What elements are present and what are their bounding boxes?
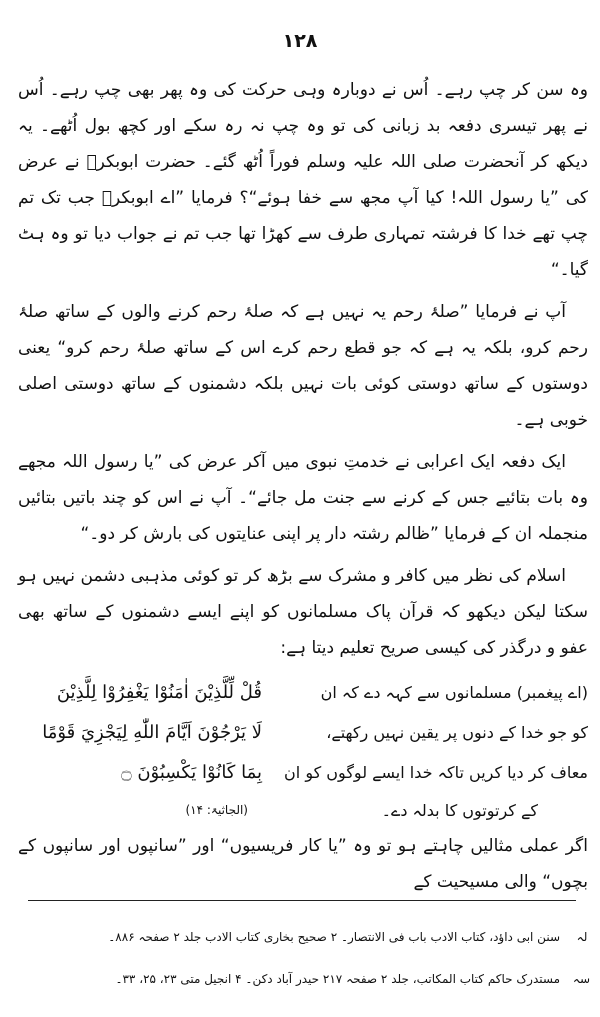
footnote-text: سنن ابی داؤد، کتاب الادب باب فی الانتصار۔ ۲ صحیح بخاری کتاب الادب جلد ۲ صفحہ ۸۸۶۔ <box>108 930 560 944</box>
verse-translation-tail: کے کرتوتوں کا بدلہ دے۔ <box>381 800 538 820</box>
paragraph-2 <box>18 294 588 438</box>
page-number: ۱۲۸ <box>282 30 318 52</box>
verse-arabic: بِمَا كَانُوْا يَكْسِبُوْنَ ۝ <box>121 761 262 783</box>
paragraph-3 <box>18 444 588 552</box>
verse-arabic: لَا يَرْجُوْنَ اَيَّامَ اللّٰهِ لِيَجْزِيَ قَوْمًا <box>42 721 262 743</box>
footnote <box>70 958 590 1000</box>
text-line: کیا آپ مجھ سے خفا ہوئے“؟ فرمایا ”اے ابوبکرؓ جب تک تم چپ تھے خدا کا فرشتہ تمہاری طرف سے کھڑا تھا <box>18 188 588 244</box>
footnote <box>70 916 590 958</box>
quran-verse-block <box>18 672 588 828</box>
footnotes <box>70 916 590 1000</box>
footnote-text: مستدرک حاکم کتاب المکاتب، جلد ۲ صفحہ ۲۱۷ حیدر آباد دکن۔ ۴ انجیل متی ۲۳، ۲۵، ۳۳۔ <box>115 972 560 986</box>
text-line: کر دو۔“ <box>80 524 138 544</box>
text-line: کرے اس کے ساتھ صلۂ رحم کرو“ یعنی دوستوں کے ساتھ دوستی کوئی بات نہیں بلکہ دشمنوں کے ساتھ دوستی <box>18 338 588 394</box>
text-line: سے جنت مل جائے“۔ آپ نے اس کو چند باتیں بتائیں منجملہ ان کے فرمایا ”ظالم رشتہ دار پر اپنی عنایتوں کی بارش <box>18 488 588 544</box>
verse-row <box>18 752 588 792</box>
text-line: ایک دفعہ ایک اعرابی نے خدمتِ نبوی میں آکر عرض کی ”یا رسول اللہ مجھے وہ بات بتائیے جس کے کرنے <box>18 452 589 508</box>
paragraph-4 <box>18 558 588 666</box>
verse-reference-row <box>18 792 588 828</box>
text-line: اصلی خوبی ہے۔ <box>18 374 588 430</box>
verse-translation: (اے پیغمبر) مسلمانوں سے کہہ دے کہ ان <box>320 682 588 702</box>
footnote-marker: سہ <box>572 972 590 986</box>
paragraph-5 <box>18 828 588 900</box>
paragraph-1 <box>18 72 588 288</box>
verse-row <box>18 672 588 712</box>
footnote-marker: لہ <box>576 930 588 944</box>
text-line: آپ نے فرمایا ”صلۂ رحم یہ نہیں ہے کہ صلۂ رحم کرنے والوں کے ساتھ صلۂ رحم کرو، بلکہ یہ ہے کہ جو قطع رحم <box>18 302 588 358</box>
verse-reference: (الجاثیۃ: ۱۴) <box>185 803 248 817</box>
verse-translation: معاف کر دیا کریں تاکہ خدا ایسے لوگوں کو ان <box>284 762 588 782</box>
verse-arabic: قُلْ لِّلَّذِيْنَ اٰمَنُوْا يَغْفِرُوْا لِلَّذِيْنَ <box>56 681 262 703</box>
body-text <box>18 72 588 906</box>
text-line: اسلام کی نظر میں کافر و مشرک سے بڑھ کر تو کوئی مذہبی دشمن نہیں ہو سکتا لیکن دیکھو کہ قرآن پاک مسلمانوں <box>18 566 588 622</box>
verse-row <box>18 712 588 752</box>
text-line: نہ رہ سکے اور کچھ بول اُٹھے۔ یہ دیکھ کر آنحضرت صلی اللہ علیہ وسلم فوراً اُٹھ گئے۔ حضرت ابوبکرؓ نے عرض کی ”یا رسول اللہ! <box>18 116 588 208</box>
text-line: وہ سن کر چپ رہے۔ اُس نے دوبارہ وہی حرکت کی وہ پھر بھی چپ رہے۔ اُس نے پھر تیسری دفعہ بد زبانی کی تو وہ چپ <box>18 80 588 136</box>
text-line: اگر عملی مثالیں چاہتے ہو تو وہ ”یا کار فریسیوں“ اور ”سانپوں اور سانپوں کے بچوں“ والی مسیحیت کے <box>18 836 588 892</box>
footnote-divider <box>28 900 576 901</box>
text-line: جب تم نے جواب دیا تو وہ ہٹ گیا۔“ <box>18 224 588 280</box>
text-line: کو اپنے ایسے دشمنوں کے ساتھ بھی عفو و درگذر کی کیسی صریح تعلیم دیتا ہے: <box>18 602 588 658</box>
verse-translation: کو جو خدا کے دنوں پر یقین نہیں رکھتے، <box>326 722 588 742</box>
